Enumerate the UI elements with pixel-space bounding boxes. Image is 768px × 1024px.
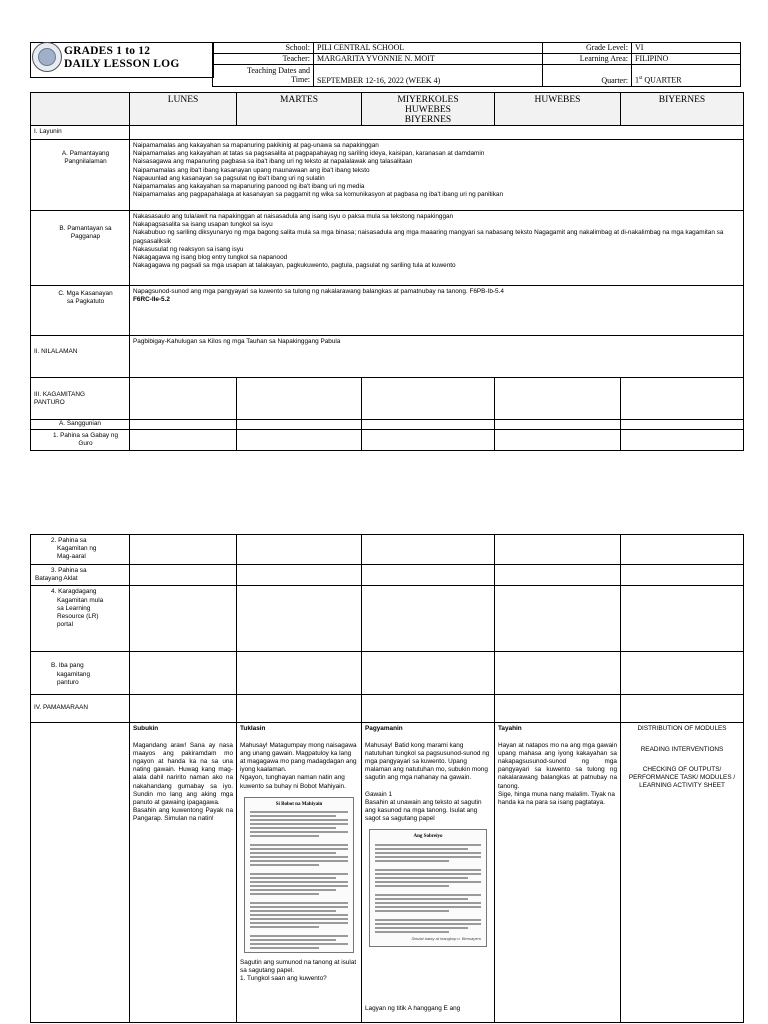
pagganap-line: Nakagagawa ng isang blog entry tungkol sa napanood [133, 254, 288, 262]
story-image-sobreiyo [369, 829, 487, 947]
lesson-log-table-2 [30, 534, 744, 1023]
row-iba-pang-kagamitan [31, 652, 130, 695]
deped-seal-logo [32, 42, 62, 72]
procedure-martes [237, 723, 362, 1023]
fri-checking: CHECKING OF OUTPUTS/ PERFORMANCE TASK/ MODULES / LEARNING ACTIVITY SHEET [628, 765, 736, 790]
gabay-label-2: Guro [78, 440, 93, 448]
dates-label-line1: Teaching Dates and [247, 66, 310, 75]
pagganap-line: Nakagagawa ng pagsali sa mga usapan at talakayan, pagkukuwento, pagtula, pagsulat ng sariling tula at kuwento [133, 262, 456, 270]
dates-label-line2: Time: [291, 75, 310, 84]
gabay-label-1: 1. Pahina sa Gabay ng [52, 432, 119, 439]
martes-heading: Tuklasin [240, 725, 266, 733]
col-miyerkoles-2: HUWEBES [405, 105, 451, 115]
quarter-sup: st [639, 76, 643, 82]
col-martes: MARTES [237, 93, 362, 126]
layunin-content [130, 126, 744, 140]
wed-text: Mahusay! Batid kong marami kang natutuhan tungkol sa pagsusunod-sunod ng mga pangyayari sa kuwento. Upang malaman ang natutuhan mo, subukin mong sagutin ang mga nahanay na gawain. [365, 741, 490, 782]
quarter-word: QUARTER [644, 76, 682, 85]
lunes-text-2: Basahin ang kuwentong Payak na Pangarap. Simulan na natin! [133, 807, 233, 823]
lr-label-4: Resource (LR) [57, 613, 99, 621]
kagamitang-label-2: PANTURO [34, 399, 65, 407]
row-kagamitang-panturo [31, 378, 130, 420]
lr-label-1: 4. Karagdagang [51, 588, 97, 596]
kasanayan-label-1: C. Mga Kasanayan [58, 290, 113, 297]
procedure-label-cell [31, 723, 130, 1023]
wed-heading: Pagyamanin [365, 725, 403, 733]
pagganap-line: Nakapagsasalita sa isang usapan tungkol sa isyu [133, 221, 273, 229]
sobreiyo-title: Ang Sobreiyo [413, 834, 443, 840]
kasanayan-code: F6RC-IIe-5.2 [133, 296, 170, 304]
row-layunin: I. Layunin [31, 126, 130, 140]
procedure-biyernes [621, 723, 744, 1023]
fri-distribution: DISTRIBUTION OF MODULES [637, 725, 727, 733]
thu-text: Hayan at natapos mo na ang mga gawain upang mahasa ang iyong kakayahan sa nakapagsusunod-sunod ng mga pangyayari sa kuwento sa tulong ng nakalarawang balangkas at patnubay na tanong. [498, 741, 617, 790]
pagganap-line: Nakabubuo ng sariling diksyunaryo ng mga bagong salita mula sa mga binasa; naisasadula ang mga maaaring mangyari sa nabasang teksto Nagagamit ang nakalimbag at di-nakalimbag na mga kagamitan sa pagsasaliksik [133, 229, 724, 245]
lr-label-3: sa Learning [57, 604, 91, 612]
document-title [64, 45, 179, 71]
martes-text: Mahusay! Matagumpay mong naisagawa ang unang gawain. Magpatuloy ka lang at magagawa mo pang madagdagan ang iyong kaalaman. [240, 741, 357, 774]
kasanayan-text [133, 288, 740, 296]
pangnilalaman-line: Naipamamalas ang iba't ibang kasanayan upang maunawaan ang iba't ibang teksto [133, 166, 370, 174]
kagamitan-mag-label-2: Kagamitan ng [57, 545, 97, 553]
row-kagamitan-mag-aaral [31, 535, 130, 565]
row-pamamaraan: IV. PAMAMARAAN [31, 695, 130, 723]
quarter-num: 1 [635, 76, 639, 85]
martes-text-2: Ngayon, tunghayan naman natin ang kuwento sa buhay ni Bobot Mahiyain. [240, 774, 346, 790]
iba-label-1: B. Iba pang [51, 662, 84, 670]
row-kasanayan [31, 286, 130, 336]
row-nilalaman: II. NILALAMAN [31, 336, 130, 378]
row-pamantayan-pagganap [31, 211, 130, 286]
school-value: PILI CENTRAL SCHOOL [314, 43, 543, 54]
title-line-1: GRADES 1 to 12 [64, 45, 151, 57]
kasanayan-content [130, 286, 744, 336]
pagganap-label-2: Pagganap [70, 233, 101, 241]
col-miyerkoles-3: BIYERNES [404, 115, 452, 125]
procedure-lunes [130, 723, 237, 1023]
pangnilalaman-line: Napauunlad ang kasanayan sa pagsulat ng iba't ibang uri ng sulatin [133, 174, 325, 182]
martes-q1: 1. Tungkol saan ang kuwento? [240, 975, 327, 983]
kasanayan-text-span: Napagsunod-sunod ang mga pangyayari sa kuwento sa tulong ng nakalarawang balangkas at pamatnubay na tanong. F6PB-Ib-5.4 [133, 288, 504, 295]
wed-bottom-text: Lagyan ng titik A hanggang E ang [365, 1005, 461, 1013]
pangnilalaman-label-2: Pangnilalaman [64, 158, 107, 166]
fri-reading: READING INTERVENTIONS [640, 745, 724, 753]
corner-cell [31, 93, 130, 126]
dates-label [213, 65, 314, 87]
iba-label-3: panturo [57, 678, 79, 686]
quarter-label: Quarter: [543, 65, 632, 87]
lunes-heading: Subukin [133, 725, 159, 733]
wed-gawain: Gawain 1 [365, 790, 392, 798]
sobreiyo-footer: Sinulat batay at inangkop n. Bensayero [411, 935, 481, 941]
batayang-label-2: Batayang Aklat [35, 575, 78, 583]
procedure-huwebes [495, 723, 621, 1023]
kagamitan-mag-label-3: Mag-aaral [57, 553, 86, 561]
pangnilalaman-line: Naipamamalas ang kakayahan sa mapanuring panood ng iba't ibang uri ng media [133, 183, 365, 191]
kagamitan-mag-label-1: 2. Pahina sa [51, 537, 87, 544]
lr-label-2: Kagamitan mula [57, 596, 104, 604]
quarter-value [632, 65, 741, 87]
pagganap-line: Nakasasaulo ang tula/awit na napakinggan at naisasadula ang isang isyu o paksa mula sa tekstong napakinggan [133, 213, 454, 220]
story-image-bobot [244, 797, 354, 953]
teacher-label: Teacher: [213, 54, 314, 65]
area-value: FILIPINO [632, 54, 741, 65]
row-lr-portal [31, 586, 130, 652]
pangnilalaman-line: Naipamamalas ang kakayahan at tatas sa pagsasalita at pagpapahayag ng sariling ideya, kaisipan, karanasan at damdamin [133, 150, 485, 158]
pangnilalaman-content [130, 140, 744, 211]
lesson-log-table-1 [30, 92, 744, 451]
dates-value: SEPTEMBER 12-16, 2022 (WEEK 4) [314, 65, 543, 87]
col-miyerkoles-1: MIYERKOLES [397, 95, 459, 105]
kasanayan-label-2: sa Pagkatuto [66, 298, 105, 306]
lunes-text: Magandang araw! Sana ay nasa maayos ang pakiramdam mo ngayon at handa ka na sa una nating gawain. Huwag kang mag-alala dahil naririto naman ako na nakahandang gumabay sa iyo. Sundin mo lang ang aking mga panuto at gawaing ipagagawa. [133, 741, 233, 807]
title-line-2: DAILY LESSON LOG [64, 58, 180, 70]
lr-label-5: portal [57, 621, 73, 629]
procedure-miyerkoles [362, 723, 495, 1023]
pagganap-content [130, 211, 744, 286]
col-lunes: LUNES [130, 93, 237, 126]
row-sanggunian: A. Sanggunian [31, 420, 130, 430]
iba-label-2: kagamitang [57, 670, 91, 678]
area-label: Learning Area: [543, 54, 632, 65]
pagganap-line: Nakasusulat ng reaksyon sa isang isyu [133, 245, 244, 253]
pangnilalaman-line: Naipamamalas ang pagpapahalaga at kasanayan sa paggamit ng wika sa komunikasyon at pagbasa ng iba't ibang uri ng panitikan [133, 191, 503, 199]
col-huwebes: HUWEBES [495, 93, 621, 126]
school-label: School: [213, 43, 314, 54]
pagganap-label-1: B. Pamantayan sa [59, 225, 112, 232]
pangnilalaman-line: Naisasagawa ang mapanuring pagbasa sa iba't ibang uri ng teksto at napalalawak ang talasalitaan [133, 158, 413, 166]
col-biyernes: BIYERNES [621, 93, 744, 126]
header-info-table [212, 42, 741, 87]
story-title: Si Bobot na Mahiyain [275, 801, 323, 807]
pangnilalaman-label-1: A. Pamantayang [61, 150, 110, 157]
martes-q-intro: Sagutin ang sumunod na tanong at isulat sa sagutang papel. [240, 958, 357, 975]
wed-gawain-text: Basahin at unawain ang teksto at sagutin ang kasunod na mga tanong. Isulat ang sagot sa sagutang papel [365, 798, 482, 823]
grade-value: VI [632, 43, 741, 54]
teacher-value: MARGARITA YVONNIE N. MOIT [314, 54, 543, 65]
pangnilalaman-line: Naipamamalas ang kakayahan sa mapanuring pakikinig at pag-unawa sa napakinggan [133, 142, 379, 149]
thu-text-2: Sige, hinga muna nang malalim. Tiyak na handa ka na para sa isang pagtataya. [498, 790, 615, 807]
nilalaman-content: Pagbibigay-Kahulugan sa Kilos ng mga Tauhan sa Napakinggang Pabula [130, 336, 744, 378]
kagamitang-label-1: III. KAGAMITANG [34, 391, 86, 398]
batayang-label-1: 3. Pahina sa [51, 567, 87, 574]
row-batayang-aklat [31, 565, 130, 586]
grade-label: Grade Level: [543, 43, 632, 54]
thu-heading: Tayahin [498, 725, 522, 733]
col-miyerkoles [362, 93, 495, 126]
row-gabay-guro [31, 430, 130, 451]
row-pamantayang-pangnilalaman [31, 140, 130, 211]
